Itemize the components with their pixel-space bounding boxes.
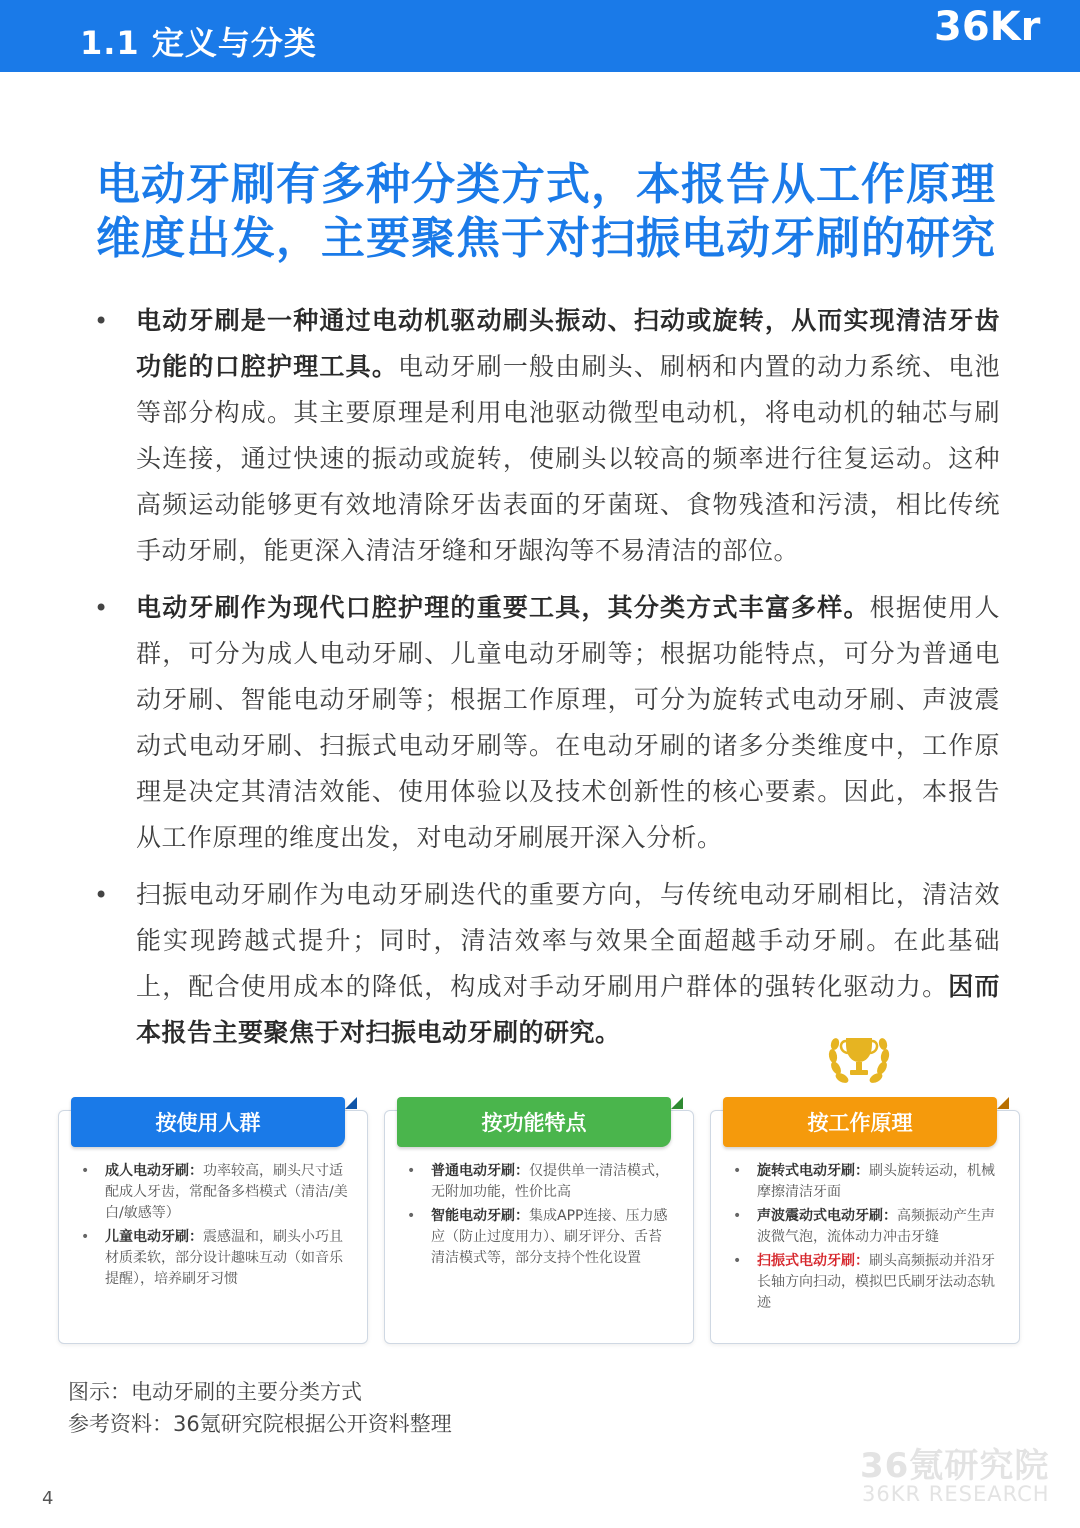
category-card-working-principle	[710, 1110, 1020, 1344]
card-title-tab	[723, 1097, 997, 1147]
svg-text:36Kr: 36Kr	[934, 4, 1041, 50]
card-title: 按功能特点	[481, 1111, 587, 1135]
headline-line-2: 维度出发，主要聚焦于对扫振电动牙刷的研究	[96, 213, 996, 264]
bullet-dot-icon: •	[94, 594, 109, 622]
page-header	[0, 0, 1080, 72]
bullet-item	[90, 585, 1000, 861]
source-caption: 参考资料：36氪研究院根据公开资料整理	[68, 1412, 452, 1436]
watermark-en: 36KR RESEARCH	[862, 1482, 1050, 1506]
card-item-list	[79, 1161, 349, 1293]
card-title: 按工作原理	[807, 1111, 913, 1135]
bullet-text: 电动牙刷是一种通过电动机驱动刷头振动、扫动或旋转，从而实现清洁牙齿功能的口腔护理工具。电动牙刷一般由刷头、刷柄和内置的动力系统、电池等部分构成。其主要原理是利用电池驱动微型电动机，将电动机的轴芯与刷头连接，通过快速的振动或旋转，使刷头以较高的频率进行往复运动。这种高频运动能够更有效地清除牙齿表面的牙菌斑、食物残渣和污渍，相比传统手动牙刷，能更深入清洁牙缝和牙龈沟等不易清洁的部位。	[136, 306, 1000, 565]
card-item: • 旋转式电动牙刷：刷头旋转运动，机械摩擦清洁牙面	[733, 1163, 995, 1200]
page-headline	[96, 158, 996, 266]
36kr-logo	[930, 0, 1080, 72]
headline-line-1: 电动牙刷有多种分类方式，本报告从工作原理	[96, 159, 996, 210]
card-item-list	[731, 1161, 1001, 1317]
tab-fold	[345, 1097, 357, 1109]
card-title-tab	[397, 1097, 671, 1147]
card-title: 按使用人群	[155, 1111, 261, 1135]
card-item: • 声波震动式电动牙刷：高频振动产生声波微气泡，流体动力冲击牙缝	[733, 1208, 995, 1245]
bullet-dot-icon: •	[94, 881, 109, 909]
watermark-cn: 36氪研究院	[860, 1446, 1050, 1486]
bullet-item	[90, 298, 1000, 574]
card-item: • 儿童电动牙刷：震感温和，刷头小巧且材质柔软，部分设计趣味互动（如音乐提醒），培养刷牙习惯	[81, 1229, 343, 1287]
tab-fold	[997, 1097, 1009, 1109]
card-item-list	[405, 1161, 675, 1272]
category-card-function	[384, 1110, 694, 1344]
card-item-highlighted: • 扫振式电动牙刷：刷头高频振动并沿牙长轴方向扫动，模拟巴氏刷牙法动态轨迹	[733, 1253, 995, 1311]
card-title-tab	[71, 1097, 345, 1147]
card-item: • 普通电动牙刷：仅提供单一清洁模式，无附加功能，性价比高	[407, 1163, 669, 1200]
bullet-text: 扫振电动牙刷作为电动牙刷迭代的重要方向，与传统电动牙刷相比，清洁效能实现跨越式提升；同时，清洁效率与效果全面超越手动牙刷。在此基础上，配合使用成本的降低，构成对手动牙刷用户群体的强转化驱动力。因而本报告主要聚焦于对扫振电动牙刷的研究。	[136, 880, 1000, 1047]
page-number: 4	[42, 1488, 54, 1509]
figure-caption: 图示：电动牙刷的主要分类方式	[68, 1380, 362, 1404]
card-item: • 智能电动牙刷：集成APP连接、压力感应（防止过度用力）、刷牙评分、舌苔清洁模式等，部分支持个性化设置	[407, 1208, 668, 1266]
section-title: 1.1 定义与分类	[80, 24, 317, 62]
category-card-user-group	[58, 1110, 368, 1344]
tab-fold	[671, 1097, 683, 1109]
bullet-dot-icon: •	[94, 307, 109, 335]
trophy-laurel-icon	[826, 1028, 892, 1090]
bullet-text: 电动牙刷作为现代口腔护理的重要工具，其分类方式丰富多样。根据使用人群，可分为成人电动牙刷、儿童电动牙刷等；根据功能特点，可分为普通电动牙刷、智能电动牙刷等；根据工作原理，可分为旋转式电动牙刷、声波震动式电动牙刷、扫振式电动牙刷等。在电动牙刷的诸多分类维度中，工作原理是决定其清洁效能、使用体验以及技术创新性的核心要素。因此，本报告从工作原理的维度出发，对电动牙刷展开深入分析。	[136, 593, 1000, 852]
bullet-list	[90, 298, 1000, 1067]
card-item: • 成人电动牙刷：功率较高，刷头尺寸适配成人牙齿，常配备多档模式（清洁/美白/敏感等）	[81, 1163, 348, 1221]
